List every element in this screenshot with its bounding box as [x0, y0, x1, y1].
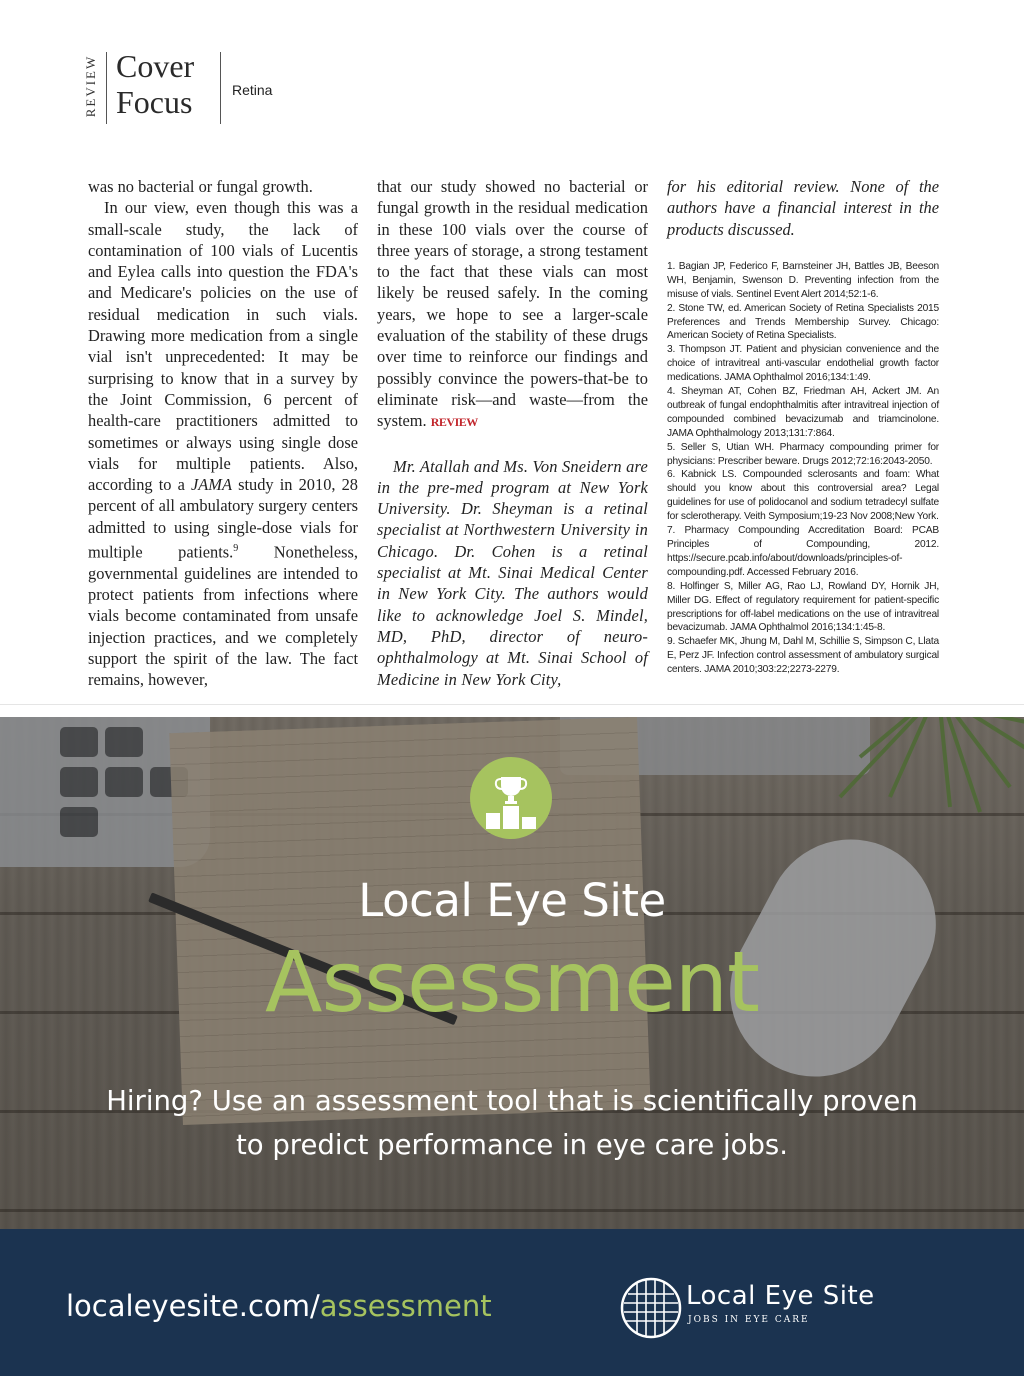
desk-background-photo	[0, 717, 1024, 1229]
trophy-icon	[470, 757, 552, 839]
header-rule	[220, 52, 221, 124]
assessment-advertisement[interactable]	[0, 717, 1024, 1376]
reference-item: 5. Seller S, Utian WH. Pharmacy compounding primer for physicians: Prescriber beware. Drugs 2012;72:16:2043-2050.	[667, 441, 939, 467]
review-vertical-label: REVIEW	[83, 54, 98, 118]
ad-url-link[interactable]: localeyesite.com/assessment	[66, 1289, 492, 1323]
paragraph: In our view, even though this was a small-scale study, the lack of contamination of 100 vials of Lucentis and Eylea calls into question the FDA's and Medicare's policies on the use of residual medication in such vials. Drawing more medication from a single vial isn't unprecedented: It may be surprising to know that in a survey by the Joint Commission, 6 percent of health-care practitioners admitted to sometimes or always using single dose vials for multiple patients. Also, according to a JAMA study in 2010, 28 percent of all ambulatory surgery centers admitted to using single-dose vials for multiple patients.$^9$ Nonetheless, governmental guidelines are intended to protect patients from infections where vials become contaminated from unsafe injection practices, and we completely support the spirit of the law. The fact remains, however,	[88, 198, 358, 690]
reference-item: 8. Holfinger S, Miller AG, Rao LJ, Rowland DY, Hornik JH, Miller DG. Effect of regulatory requirement for patient-specific prescriptions for off-label medications on the use of intravitreal bevacizumab. JAMA Ophthalmol 2016;134:1:45-8.	[667, 580, 939, 634]
header-rule	[106, 52, 107, 124]
ad-title: Local Eye Site	[358, 874, 666, 927]
logo-wordmark: Local Eye Site	[686, 1281, 875, 1311]
reference-item: 6. Kabnick LS. Compounded sclerosants and foam: What should you know about this controversial area? Legal guidelines for use of polidocanol and sodium tetradecyl sulfate for sclerotherapy. Veith Symposium;19-23 Nov 2008;New York.	[667, 469, 939, 523]
article-column-1	[88, 176, 358, 691]
review-end-mark: REVIEW	[430, 415, 478, 430]
plant-image	[820, 717, 1024, 817]
author-bio: Mr. Atallah and Ms. Von Sneidern are in the pre-med program at New York University. Dr. Sheyman is a retinal specialist at Northwestern University in Chicago. Dr. Cohen is a retinal specialist at Mt. Sinai Medical Center in New York City. The authors would like to acknowledge Joel S. Mindel, MD, PhD, director of neuro-ophthalmology at Mt. Sinai School of Medicine in New York City,	[377, 456, 648, 689]
local-eye-site-logo	[620, 1273, 920, 1343]
references-list	[667, 260, 939, 677]
ad-headline: Assessment	[265, 933, 759, 1031]
citation-superscript: 9	[233, 543, 239, 555]
reference-item: 2. Stone TW, ed. American Society of Retina Specialists 2015 Preferences and Trends Membership Survey. Chicago: American Society of Retina Specialists.	[667, 302, 939, 342]
reference-item: 7. Pharmacy Compounding Accreditation Board: PCAB Principles of Compounding, 2012. https://secure.pcab.info/about/downloads/principles-of-compounding.pdf. Accessed February 2016.	[667, 525, 939, 578]
section-label: Retina	[232, 82, 273, 98]
globe-grid-icon	[620, 1277, 682, 1339]
ad-tagline: Hiring? Use an assessment tool that is scientifically proven to predict performance in eye care jobs.	[106, 1085, 918, 1161]
reference-item: 1. Bagian JP, Federico F, Barnsteiner JH, Battles JB, Beeson WH, Benjamin, Swenson D. Preventing infection from the misuse of vials. Sentinel Event Alert 2014;52:1-6.	[667, 260, 939, 300]
ad-footer	[0, 1229, 1024, 1376]
author-bio-continued: for his editorial review. None of the authors have a financial interest in the products discussed.	[667, 177, 939, 239]
reference-item: 3. Thompson JT. Patient and physician convenience and the choice of intravitreal anti-vascular endothelial growth factor medications. JAMA Ophthalmol 2016;134:1:49.	[667, 344, 939, 384]
page-divider	[0, 704, 1024, 705]
paragraph: was no bacterial or fungal growth.	[88, 177, 313, 196]
reference-item: 4. Sheyman AT, Cohen BZ, Friedman AH, Ackert JM. An outbreak of fungal endophthalmitis after intravitreal injection of compounded combined bevacizumab and triamcinolone. JAMA Ophthalmology 2013;131:7:864.	[667, 386, 939, 439]
paragraph: that our study showed no bacterial or fungal growth in the residual medication in these 100 vials over the course of three years of storage, a strong testament to the fact that these vials can most likely be reused safely. In the coming years, we hope to see a larger-scale evaluation of the stability of these drugs over time to reinforce our findings and possibly convince the powers-that-be to eliminate risk—and waste—from the system. REVIEW	[377, 177, 648, 431]
cover-focus-title: Cover Focus	[116, 48, 195, 120]
logo-subtitle: JOBS IN EYE CARE	[688, 1315, 810, 1325]
article-column-2	[377, 176, 648, 690]
article-column-3	[667, 176, 939, 677]
reference-item: 9. Schaefer MK, Jhung M, Dahl M, Schillie S, Simpson C, Llata E, Perz JF. Infection control assessment of ambulatory surgical centers. JAMA 2010;303:22;2273-2279.	[667, 636, 939, 676]
